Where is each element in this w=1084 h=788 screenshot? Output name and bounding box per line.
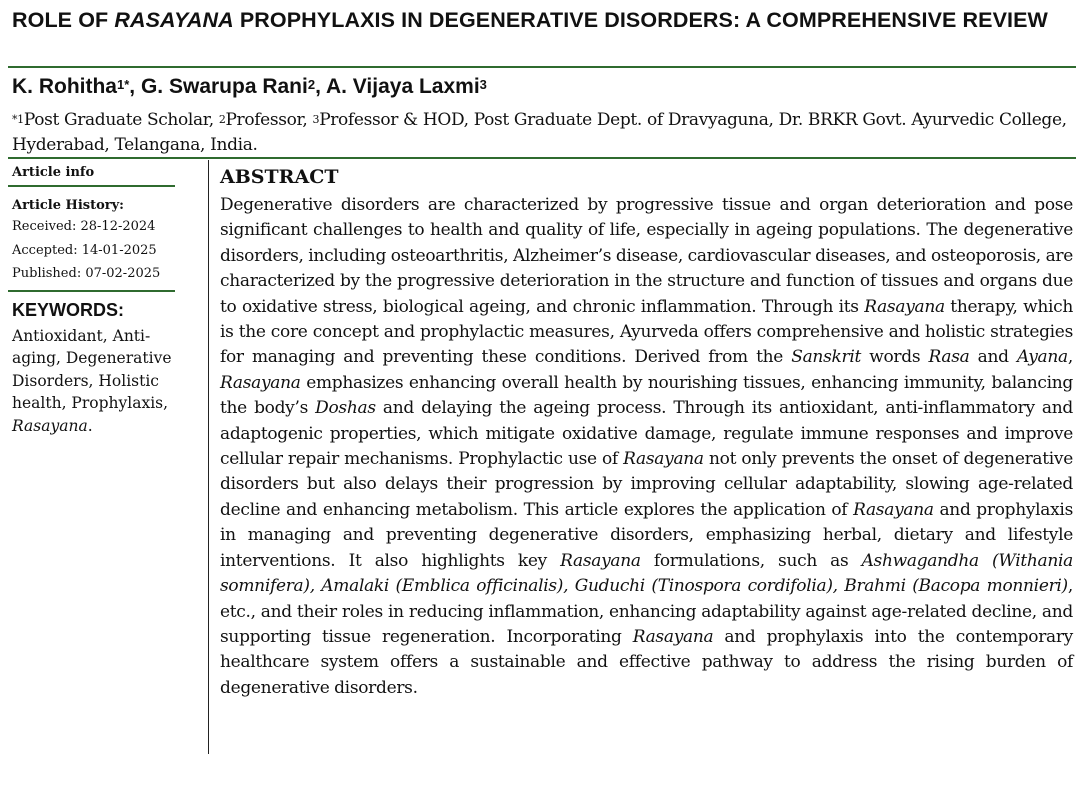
- abstract-text-run: formulations, such as: [640, 550, 862, 571]
- abstract-italic-term: Ashwagandha (Withania somnifera), Amalaki (Emblica officinalis), Guduchi (Tinospora cordifolia), Brahmi (Bacopa monnieri): [220, 550, 1074, 597]
- title-text: ROLE OF: [12, 8, 115, 32]
- abstract-text-run: and prophylaxis in managing and preventing degenerative disorders, emphasizing herbal, dietary and lifestyle interventions. It also highlights key: [220, 499, 1073, 571]
- title-italic: RASAYANA: [114, 8, 234, 32]
- abstract-section: [220, 164, 1073, 701]
- abstract-italic-term: Sanskrit: [791, 347, 862, 368]
- abstract-heading: ABSTRACT: [220, 166, 339, 188]
- abstract-italic-term: Rasa: [928, 347, 970, 368]
- article-history-heading: Article History:: [12, 198, 124, 213]
- title-divider: [8, 66, 1076, 68]
- article-info-heading: Article info: [12, 165, 95, 180]
- abstract-italic-term: Rasayana: [560, 550, 641, 571]
- received-date: Received: 28-12-2024: [12, 219, 156, 234]
- abstract-text-run: and prophylaxis into the contemporary healthcare system offers a sustainable and effective pathway to address the rising burden of degenerative disorders.: [220, 626, 1073, 698]
- author-affiliation: $^{*1}$Post Graduate Scholar, $^2$Professor, $^3$Professor & HOD, Post Graduate Dept. of Dravyaguna, Dr. BRKR Govt. Ayurvedic College, Hyderabad, Telangana, India.: [12, 110, 1067, 155]
- abstract-text-run: , etc., and their roles in reducing inflammation, enhancing adaptability against age-related decline, and supporting tissue regeneration. Incorporating: [220, 576, 1073, 647]
- abstract-text-run: Degenerative disorders are characterized by progressive tissue and organ deterioration and pose significant challenges to health and quality of life, especially in ageing populations. The degenerative disorders, including osteoarthritis, Alzheimer’s disease, cardiovascular diseases, and osteoporosis, are characterized by the progressive deterioration in the structure and function of tissues and organs due to oxidative stress, biological ageing, and chronic inflammation. Through its: [220, 195, 1073, 317]
- title-text-rest: PROPHYLAXIS IN DEGENERATIVE DISORDERS: A COMPREHENSIVE REVIEW: [233, 8, 1048, 32]
- author[interactable]: K. Rohitha$^{1*}$: [12, 75, 130, 98]
- abstract-text-run: and delaying the ageing process. Through its antioxidant, anti-inflammatory and adaptogenic properties, which mitigate oxidative damage, regulate immune responses and improve cellular repair mechanisms. Prophylactic use of: [220, 398, 1073, 470]
- abstract-italic-term: Rasayana: [864, 296, 945, 317]
- column-divider: [208, 160, 209, 754]
- article-title: [12, 6, 1072, 35]
- abstract-italic-term: Rasayana: [632, 626, 714, 647]
- abstract-text: [220, 193, 1073, 701]
- author[interactable]: A. Vijaya Laxmi$^3$: [325, 75, 487, 98]
- abstract-text-run: words: [861, 347, 929, 368]
- abstract-italic-term: Ayana: [1016, 347, 1068, 368]
- abstract-text-run: not only prevents the onset of degenerative disorders but also delays their progression by improving cellular adaptability, slowing age-related decline and enhancing metabolism. This article explores the application of: [220, 449, 1073, 520]
- abstract-italic-term: Rasayana: [623, 449, 704, 470]
- abstract-text-run: ,: [1067, 347, 1073, 368]
- abstract-italic-term: Rasayana: [853, 499, 934, 520]
- keywords-divider: [8, 290, 175, 292]
- keywords-list: Antioxidant, Anti-aging, Degenerative Disorders, Holistic health, Prophylaxis, Rasayana.: [12, 326, 172, 435]
- accepted-date: Accepted: 14-01-2025: [12, 242, 157, 258]
- article-info-panel: [12, 158, 176, 437]
- author-list: K. Rohitha$^{1*}$, G. Swarupa Rani$^2$, A. Vijaya Laxmi$^3$: [12, 75, 487, 98]
- published-date: Published: 07-02-2025: [12, 266, 161, 281]
- article-info-divider: [8, 185, 175, 187]
- abstract-text-run: and: [969, 347, 1017, 368]
- abstract-italic-term: Rasayana: [220, 372, 301, 393]
- author[interactable]: G. Swarupa Rani$^2$: [140, 75, 316, 98]
- abstract-italic-term: Doshas: [315, 398, 376, 419]
- abstract-text-run: therapy, which is the core concept and prophylactic measures, Ayurveda offers comprehensive and holistic strategies for managing and preventing these conditions. Derived from the: [220, 296, 1073, 368]
- abstract-text-run: emphasizes enhancing overall health by nourishing tissues, enhancing immunity, balancing the body’s: [220, 372, 1073, 419]
- keywords-heading: KEYWORDS:: [12, 299, 124, 320]
